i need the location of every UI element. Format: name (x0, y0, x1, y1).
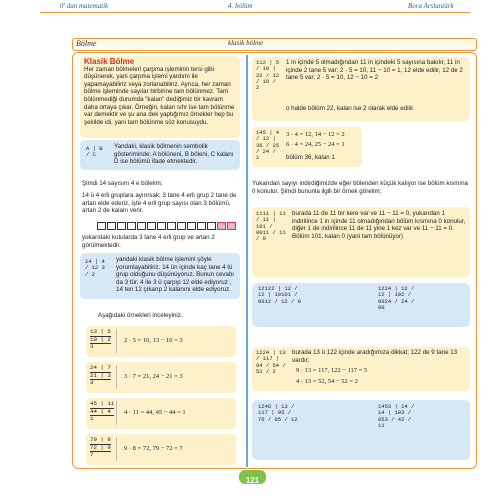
grid-cell (207, 222, 216, 230)
page-header (0, 0, 500, 14)
example-separator (116, 365, 117, 389)
example-equation: 4 · 11 = 44, 45 − 44 = 1 (124, 409, 186, 416)
grid-cell (167, 222, 176, 230)
grid-cell-remainder (217, 222, 226, 230)
example-top: 13 | 5 (90, 328, 111, 335)
example-bottom: 3 (90, 379, 94, 387)
example-work (90, 329, 111, 351)
grid-cell (147, 222, 156, 230)
example-card (86, 398, 236, 429)
notation-box (80, 140, 240, 170)
block2-work: 145 | 4 / 12 | 36 / 25 / 24 / 1 (256, 129, 280, 162)
intro-title: Klasik Bölme (84, 57, 135, 66)
example-card (86, 362, 236, 393)
example-top: 24 | 7 (90, 364, 111, 371)
example-mid: 72 | 9 (90, 443, 111, 451)
block1-result: o halde bölüm 22, kalan ise 2 olarak elde edilir. (286, 105, 415, 112)
grid-cell (157, 222, 166, 230)
classic-symbol: 14 | 4 / 12 3 / 2 (85, 258, 105, 278)
block4-a: 12122 | 12 / 12 | 10101 / 0012 / 12 / 0 (258, 285, 301, 305)
block2-result: bölüm 36, kalan 1 (286, 154, 335, 161)
notation-symbol: A | B / C (86, 145, 103, 159)
block1-work: 112 | 5 / 10 | 22 / 12 / 10 / 2 (256, 59, 280, 92)
grid-caption: yukarıdaki kutularda 3 tane 4 erli grup ve artan 2 görülmektedir. (82, 234, 215, 249)
example-equation: 2 · 5 = 10, 13 − 10 = 3 (124, 337, 183, 344)
example-mid: 44 | 4 (90, 409, 114, 417)
example-mid: 21 | 3 (90, 371, 111, 379)
block3-text: burada 11 de 11 bir kere var ve 11 − 11 = 0, yukarıdan 1 indirilince 1 in içinde 11 olmadığından bölüm kısmına 0 konulur, diğer 1 de indirilince 11 de 11 yine 1 kez var ve 11 − 11 = 0. Bölüm 101, kalan 0 (yani tam bölünüyor) (292, 210, 466, 240)
block5-eq1: 9 · 13 = 117, 122 − 117 = 5 (296, 367, 368, 374)
block5-work: 1224 | 13 / 117 | 94 / 54 / 52 / 2 (256, 349, 286, 375)
header-middle: 4. bölüm (228, 2, 253, 10)
examples-title: Aşağıdaki örnekleri inceleyiniz. (98, 312, 183, 319)
grid-cell (117, 222, 126, 230)
right-block-1 (252, 57, 470, 121)
grid-cell (127, 222, 136, 230)
grid-cell (107, 222, 116, 230)
group-grid (97, 222, 236, 230)
right-block-2 (252, 127, 362, 167)
block1-text: 1 in içinde 5 olmadığından 11 in içindeki 5 sayısına bakılır, 11 in içinde 2 tane 5 var; 2 · 5 = 10, 11 − 10 = 1, 12 elde edilir, 12 de 2 tane 5 var; 2 · 5 = 10, 12 − 10 = 2 (286, 59, 463, 82)
grid-cell (97, 222, 106, 230)
block6-b: 1453 | 14 / 14 | 103 / 053 / 42 / 11 (378, 403, 415, 429)
example-card (86, 326, 236, 357)
example-top: 79 | 8 (90, 436, 111, 443)
block5-eq2: 4 · 13 = 52, 54 − 52 = 2 (296, 378, 358, 385)
classic-box (80, 253, 240, 299)
grid-cell (197, 222, 206, 230)
section-bar (72, 38, 477, 51)
intro-text: Her zaman bölmeleri çarpma işleminin tersi gibi düşünerek, yani çarpma işlemi yardımı ile yapamayabiliriz veya zorlanabiliriz. Ayrıca, her zaman bölme işleminde sayılar birbirine tam bölünmez. Tam bölünmediği durumda "kalan" dediğimiz bir kavram daha ortaya çıkar. Örneğin, kalan sıfır ise tam bölünme var demektir ve şu ana dek yaptığımız örnekler hep bu şekilde idi, yani tam bölünme söz konusuydu. (84, 65, 235, 126)
header-left: 0' dan matematik (60, 2, 109, 10)
example-separator (116, 329, 117, 353)
section-label: Bölme (76, 39, 97, 48)
example-equation: 3 · 7 = 21, 24 − 21 = 3 (124, 373, 183, 380)
example-card (86, 434, 236, 465)
example-equation: 9 · 8 = 72, 79 − 72 = 7 (124, 445, 183, 452)
example-separator (116, 437, 117, 461)
right-block-3 (252, 207, 470, 277)
example-bottom: 3 (90, 343, 94, 351)
example-text: 14 ü 4 erli gruplara ayırırsak; 3 tane 4 erli grup 2 tane de artan elde ederiz, işte 4 erli grup sayısı olan 3 bölümü, artan 2 de kalanı verir. (82, 192, 237, 215)
section-subtitle: klasik bölme (228, 39, 264, 47)
grid-cell (187, 222, 196, 230)
example-bottom: 1 (90, 415, 94, 423)
example-bottom: 7 (90, 451, 94, 459)
column-divider (246, 55, 248, 467)
block2-eq1: 3 · 4 = 12, 14 − 12 = 2 (286, 131, 345, 138)
page-number-badge (239, 470, 266, 484)
block3-work: 1111 | 11 / 11 | 101 / 0011 / 11 / 0 (256, 210, 286, 243)
block2-eq2: 6 · 4 = 24, 25 − 24 = 1 (286, 141, 345, 148)
page-number: 121 (245, 476, 260, 485)
block3-intro: Yukarıdan sayıyı indirdiğimizde eğer bölenden küçük kalıyor ise bölüm kısmına 0 konulur. Şimdi bununla ilgili bir örnek görelim; (252, 180, 468, 195)
header-right: Bora Arslantürk (408, 2, 454, 10)
example-mid: 10 | 2 (90, 335, 111, 343)
right-block-6 (252, 400, 470, 460)
example-work (90, 437, 111, 459)
example-separator (116, 401, 117, 425)
example-work (90, 401, 114, 423)
example-title: Şimdi 14 sayısını 4 e bölelim; (82, 180, 163, 187)
notation-text: Yandaki, klasik bölmenin sembolik gösteriminde; A bölüneni, B böleni, C kalanı D ise bölümü ifade etmektedir. (114, 143, 234, 166)
example-top: 45 | 11 (90, 400, 115, 407)
header-rule (40, 12, 470, 13)
grid-cell (177, 222, 186, 230)
intro-box (80, 56, 240, 138)
grid-cell (137, 222, 146, 230)
grid-cell-remainder (227, 222, 236, 230)
block4-b: 1224 | 12 / 12 | 102 / 0024 / 24 / 00 (378, 285, 415, 311)
classic-text: yandaki klasik bölme işlemini şöyle yorumlayabiliriz. 14 ün içinde kaç tane 4 lü grup olduğunu düşünüyoruz. Bunun cevabı da 3 tür. 4 ile 3 ü çarpıp 12 elde ediyoruz , 14 ten 12 çıkarıp 2 kalanını elde ediyoruz. (116, 256, 234, 294)
block5-text: burada 13 ü 122 içinde aradığımıza dikkat; 122 de 9 tane 13 vardır; (292, 349, 458, 364)
block6-a: 1246 | 13 / 117 | 95 / 76 / 65 / 12 (258, 403, 298, 423)
right-block-4 (252, 283, 470, 327)
right-block-5 (252, 347, 470, 391)
example-work (90, 365, 111, 387)
